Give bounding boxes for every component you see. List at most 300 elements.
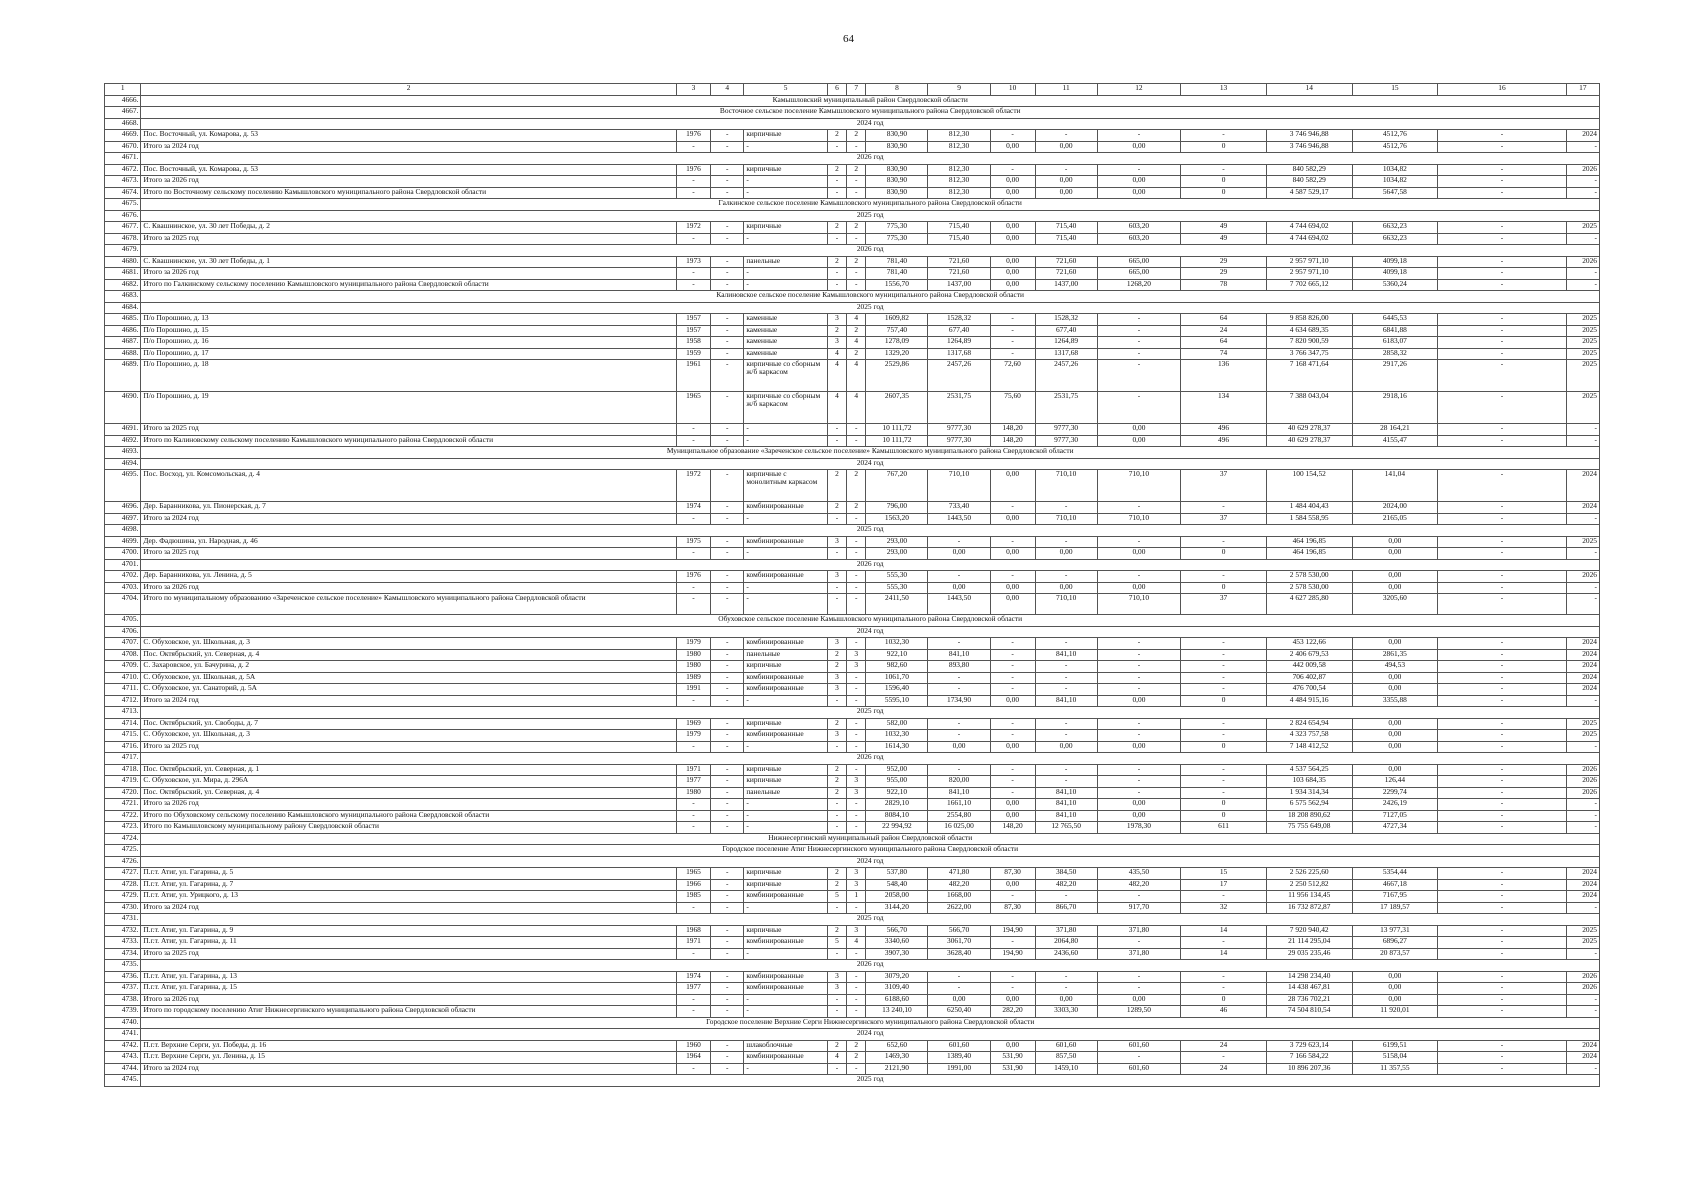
table-cell: 1961 xyxy=(676,360,710,392)
row-number: 4742. xyxy=(105,1040,141,1052)
table-cell: 2457,26 xyxy=(928,360,990,392)
table-cell: 148,20 xyxy=(990,822,1035,834)
table-cell: 3 xyxy=(827,983,846,995)
column-header: 5 xyxy=(744,84,828,96)
table-cell: 841,10 xyxy=(928,649,990,661)
table-cell: - xyxy=(1035,764,1097,776)
row-number: 4690. xyxy=(105,392,141,424)
column-header: 17 xyxy=(1566,84,1599,96)
table-cell: кирпичные xyxy=(744,164,828,176)
table-row xyxy=(105,868,1600,880)
table-cell: 952,00 xyxy=(866,764,928,776)
table-cell: - xyxy=(711,764,744,776)
table-cell: 482,20 xyxy=(1097,879,1181,891)
table-cell: 0,00 xyxy=(990,141,1035,153)
table-cell: 3 xyxy=(847,925,866,937)
table-cell: 1596,40 xyxy=(866,684,928,696)
table-cell: - xyxy=(1181,718,1267,730)
table-cell: 1991,00 xyxy=(928,1063,990,1075)
table-cell: 1528,32 xyxy=(1035,314,1097,326)
table-cell: 0,00 xyxy=(1035,741,1097,753)
table-cell: 3079,20 xyxy=(866,971,928,983)
table-cell: 4727,34 xyxy=(1352,822,1438,834)
table-cell: - xyxy=(1566,176,1599,188)
table-cell: 2 578 530,00 xyxy=(1266,582,1352,594)
column-header: 11 xyxy=(1035,84,1097,96)
section-title: 2026 год xyxy=(141,753,1600,765)
table-cell: 0,00 xyxy=(990,176,1035,188)
section-row xyxy=(105,914,1600,926)
section-row xyxy=(105,458,1600,470)
table-cell: - xyxy=(1097,983,1181,995)
table-cell: комбинированные xyxy=(744,891,828,903)
table-cell: 537,80 xyxy=(866,868,928,880)
row-number: 4688. xyxy=(105,348,141,360)
table-cell: 1443,50 xyxy=(928,513,990,525)
table-cell: Дер. Баранникова, ул. Ленина, д. 5 xyxy=(141,571,676,583)
table-cell: 2026 xyxy=(1566,776,1599,788)
table-cell: С. Обуховское, ул. Школьная, д. 3 xyxy=(141,730,676,742)
row-number: 4669. xyxy=(105,130,141,142)
table-row xyxy=(105,730,1600,742)
table-cell: 2 578 530,00 xyxy=(1266,571,1352,583)
table-cell: 6188,60 xyxy=(866,994,928,1006)
table-cell: 0,00 xyxy=(1352,536,1438,548)
row-number: 4696. xyxy=(105,502,141,514)
table-row xyxy=(105,718,1600,730)
table-cell: 3 xyxy=(827,672,846,684)
section-row xyxy=(105,199,1600,211)
table-cell: 2531,75 xyxy=(928,392,990,424)
table-cell: - xyxy=(928,764,990,776)
table-cell: 371,80 xyxy=(1035,925,1097,937)
table-cell: - xyxy=(1438,502,1567,514)
table-cell: кирпичные xyxy=(744,718,828,730)
section-row xyxy=(105,245,1600,257)
table-cell: 2 xyxy=(827,661,846,673)
table-cell: 0,00 xyxy=(990,741,1035,753)
table-cell: 2 xyxy=(827,1040,846,1052)
table-row xyxy=(105,256,1600,268)
table-cell: 2024 xyxy=(1566,470,1599,502)
table-cell: - xyxy=(1566,799,1599,811)
table-cell: 0,00 xyxy=(1035,141,1097,153)
table-cell: - xyxy=(711,176,744,188)
table-cell: - xyxy=(847,233,866,245)
section-title: Городское поселение Атиг Нижнесергинского муниципального района Свердловской области xyxy=(141,845,1600,857)
table-cell: - xyxy=(990,314,1035,326)
table-cell: 1957 xyxy=(676,325,710,337)
table-cell: - xyxy=(990,764,1035,776)
table-cell: 2024 xyxy=(1566,638,1599,650)
table-cell: 0,00 xyxy=(990,799,1035,811)
table-cell: 3109,40 xyxy=(866,983,928,995)
table-cell: - xyxy=(744,279,828,291)
table-cell: 1965 xyxy=(676,868,710,880)
column-header: 16 xyxy=(1438,84,1567,96)
table-cell: - xyxy=(711,1040,744,1052)
table-cell: 293,00 xyxy=(866,548,928,560)
table-cell: - xyxy=(990,337,1035,349)
table-cell: - xyxy=(847,741,866,753)
table-cell: - xyxy=(990,638,1035,650)
table-cell: 3 746 946,88 xyxy=(1266,141,1352,153)
table-cell: 0,00 xyxy=(990,187,1035,199)
section-title: 2024 год xyxy=(141,458,1600,470)
table-cell: 2025 xyxy=(1566,937,1599,949)
table-cell: 601,60 xyxy=(1035,1040,1097,1052)
table-cell: 3303,30 xyxy=(1035,1006,1097,1018)
table-cell: - xyxy=(1566,233,1599,245)
table-cell: - xyxy=(1181,571,1267,583)
table-cell: - xyxy=(1181,730,1267,742)
table-cell: 2025 xyxy=(1566,718,1599,730)
table-cell: 2026 xyxy=(1566,983,1599,995)
table-cell: - xyxy=(711,799,744,811)
table-cell: - xyxy=(1035,730,1097,742)
row-number: 4692. xyxy=(105,435,141,447)
section-title: 2024 год xyxy=(141,856,1600,868)
table-cell: - xyxy=(1438,891,1567,903)
table-cell: 2025 xyxy=(1566,325,1599,337)
table-cell: 582,00 xyxy=(866,718,928,730)
table-cell: 4 744 694,02 xyxy=(1266,222,1352,234)
table-cell: - xyxy=(676,435,710,447)
table-cell: 601,60 xyxy=(928,1040,990,1052)
table-cell: 2025 xyxy=(1566,348,1599,360)
table-cell: - xyxy=(1097,502,1181,514)
table-cell: - xyxy=(1097,348,1181,360)
section-row xyxy=(105,559,1600,571)
table-cell: П/о Порошино, д. 19 xyxy=(141,392,676,424)
table-cell: 1 934 314,34 xyxy=(1266,787,1352,799)
total-row xyxy=(105,548,1600,560)
table-cell: 2917,26 xyxy=(1352,360,1438,392)
row-number: 4718. xyxy=(105,764,141,776)
row-number: 4682. xyxy=(105,279,141,291)
table-cell: - xyxy=(990,891,1035,903)
column-header: 4 xyxy=(711,84,744,96)
table-cell: - xyxy=(847,730,866,742)
table-cell: 2024 xyxy=(1566,879,1599,891)
table-cell: 0,00 xyxy=(1035,994,1097,1006)
table-cell: 64 xyxy=(1181,314,1267,326)
table-cell: Пос. Восточный, ул. Комарова, д. 53 xyxy=(141,164,676,176)
table-cell: - xyxy=(1438,279,1567,291)
table-cell: 0,00 xyxy=(1097,176,1181,188)
table-cell: 4 537 564,25 xyxy=(1266,764,1352,776)
table-cell: - xyxy=(1181,661,1267,673)
table-cell: - xyxy=(1438,787,1567,799)
table-cell: 0,00 xyxy=(1097,141,1181,153)
row-number: 4716. xyxy=(105,741,141,753)
table-cell: - xyxy=(1438,764,1567,776)
section-row xyxy=(105,1029,1600,1041)
table-cell: - xyxy=(1438,176,1567,188)
table-cell: 812,30 xyxy=(928,141,990,153)
table-cell: - xyxy=(1181,536,1267,548)
table-cell: 1991 xyxy=(676,684,710,696)
table-cell: - xyxy=(827,513,846,525)
section-row xyxy=(105,707,1600,719)
table-cell: - xyxy=(1566,1063,1599,1075)
table-cell: 841,10 xyxy=(928,787,990,799)
table-cell: 1034,82 xyxy=(1352,176,1438,188)
table-cell: - xyxy=(744,233,828,245)
table-cell: - xyxy=(711,325,744,337)
table-cell: - xyxy=(827,594,846,615)
table-cell: - xyxy=(744,187,828,199)
table-cell: - xyxy=(1035,983,1097,995)
table-cell: - xyxy=(1438,360,1567,392)
table-cell: 1980 xyxy=(676,787,710,799)
table-cell: 2529,86 xyxy=(866,360,928,392)
table-cell: 476 700,54 xyxy=(1266,684,1352,696)
table-cell: - xyxy=(711,868,744,880)
table-cell: - xyxy=(1566,1006,1599,1018)
row-number: 4727. xyxy=(105,868,141,880)
table-cell: - xyxy=(676,799,710,811)
table-cell: 721,60 xyxy=(1035,256,1097,268)
table-cell: П.г.т. Атиг, ул. Гагарина, д. 9 xyxy=(141,925,676,937)
row-number: 4675. xyxy=(105,199,141,211)
table-cell: 0 xyxy=(1181,799,1267,811)
table-cell: комбинированные xyxy=(744,684,828,696)
row-number: 4701. xyxy=(105,559,141,571)
table-cell: 566,70 xyxy=(866,925,928,937)
table-cell: - xyxy=(1438,1006,1567,1018)
table-cell: 1969 xyxy=(676,718,710,730)
table-cell: 2024 xyxy=(1566,130,1599,142)
table-cell: 1985 xyxy=(676,891,710,903)
table-cell: 18 208 890,62 xyxy=(1266,810,1352,822)
table-cell: - xyxy=(847,764,866,776)
table-cell: 812,30 xyxy=(928,130,990,142)
table-cell: 2 xyxy=(827,925,846,937)
table-cell: Пос. Октябрьский, ул. Северная, д. 4 xyxy=(141,649,676,661)
table-cell: 3 xyxy=(847,661,866,673)
table-cell: комбинированные xyxy=(744,536,828,548)
table-cell: 32 xyxy=(1181,902,1267,914)
table-cell: 0,00 xyxy=(928,582,990,594)
table-cell: - xyxy=(711,776,744,788)
table-cell: - xyxy=(1181,983,1267,995)
table-cell: - xyxy=(847,268,866,280)
table-cell: 2 xyxy=(847,256,866,268)
row-number: 4666. xyxy=(105,95,141,107)
table-cell: 1976 xyxy=(676,571,710,583)
table-cell: - xyxy=(711,348,744,360)
total-row xyxy=(105,695,1600,707)
table-cell: 194,90 xyxy=(990,925,1035,937)
table-cell: - xyxy=(847,902,866,914)
table-cell: - xyxy=(744,695,828,707)
table-cell: - xyxy=(928,638,990,650)
table-cell: 471,80 xyxy=(928,868,990,880)
table-cell: 29 xyxy=(1181,268,1267,280)
table-cell: 4667,18 xyxy=(1352,879,1438,891)
table-cell: комбинированные xyxy=(744,571,828,583)
table-cell: 2 xyxy=(827,718,846,730)
table-cell: 1668,00 xyxy=(928,891,990,903)
table-cell: - xyxy=(711,730,744,742)
table-cell: 781,40 xyxy=(866,268,928,280)
table-cell: комбинированные xyxy=(744,983,828,995)
table-cell: кирпичные xyxy=(744,776,828,788)
table-cell: кирпичные с монолитным каркасом xyxy=(744,470,828,502)
table-cell: - xyxy=(711,822,744,834)
table-cell: - xyxy=(1438,672,1567,684)
total-row xyxy=(105,279,1600,291)
total-row xyxy=(105,233,1600,245)
table-cell: 2024 xyxy=(1566,502,1599,514)
table-cell: 8084,10 xyxy=(866,810,928,822)
table-cell: - xyxy=(711,222,744,234)
table-cell: - xyxy=(990,502,1035,514)
table-cell: - xyxy=(1097,130,1181,142)
table-cell: - xyxy=(711,661,744,673)
table-cell: - xyxy=(711,937,744,949)
table-cell: 2064,80 xyxy=(1035,937,1097,949)
table-cell: Итого по Галкинскому сельскому поселению Камышловского муниципального района Свердловской области xyxy=(141,279,676,291)
table-cell: - xyxy=(847,718,866,730)
table-cell: 4512,76 xyxy=(1352,141,1438,153)
table-cell: 9777,30 xyxy=(1035,424,1097,436)
table-cell: - xyxy=(711,582,744,594)
table-cell: 812,30 xyxy=(928,164,990,176)
table-row xyxy=(105,925,1600,937)
table-cell: 1528,32 xyxy=(928,314,990,326)
table-cell: 75,60 xyxy=(990,392,1035,424)
table-cell: 0,00 xyxy=(1352,983,1438,995)
table-cell: 840 582,29 xyxy=(1266,176,1352,188)
table-cell: - xyxy=(676,141,710,153)
table-cell: - xyxy=(827,902,846,914)
table-cell: Итого за 2026 год xyxy=(141,582,676,594)
table-cell: 2 xyxy=(827,764,846,776)
table-cell: 7 920 940,42 xyxy=(1266,925,1352,937)
table-cell: 4 634 689,35 xyxy=(1266,325,1352,337)
table-cell: 4 xyxy=(847,314,866,326)
table-cell: - xyxy=(711,879,744,891)
table-cell: 830,90 xyxy=(866,187,928,199)
table-cell: 3061,70 xyxy=(928,937,990,949)
table-cell: панельные xyxy=(744,649,828,661)
table-cell: - xyxy=(847,684,866,696)
table-cell: 37 xyxy=(1181,594,1267,615)
section-title: Восточное сельское поселение Камышловского муниципального района Свердловской области xyxy=(141,107,1600,119)
table-cell: - xyxy=(990,730,1035,742)
table-cell: 6199,51 xyxy=(1352,1040,1438,1052)
table-cell: 3 xyxy=(827,571,846,583)
table-cell: - xyxy=(1438,971,1567,983)
table-cell: 2 xyxy=(827,222,846,234)
table-cell: 2024 xyxy=(1566,1040,1599,1052)
table-cell: - xyxy=(847,948,866,960)
table-cell: 4 xyxy=(827,392,846,424)
table-cell: Итого по Обуховскому сельскому поселению Камышловского муниципального района Свердловской области xyxy=(141,810,676,822)
table-cell: 2299,74 xyxy=(1352,787,1438,799)
table-cell: 0 xyxy=(1181,994,1267,1006)
table-cell: каменные xyxy=(744,325,828,337)
table-cell: - xyxy=(744,582,828,594)
table-row xyxy=(105,787,1600,799)
table-cell: 0,00 xyxy=(1352,582,1438,594)
table-cell: 4 587 529,17 xyxy=(1266,187,1352,199)
table-cell: П.г.т. Атиг, ул. Урицкого, д. 13 xyxy=(141,891,676,903)
table-cell: 2121,90 xyxy=(866,1063,928,1075)
table-cell: 2607,35 xyxy=(866,392,928,424)
table-cell: - xyxy=(711,424,744,436)
table-cell: - xyxy=(711,435,744,447)
table-cell: 3 xyxy=(827,971,846,983)
table-cell: 4 744 694,02 xyxy=(1266,233,1352,245)
table-row xyxy=(105,348,1600,360)
table-cell: 710,10 xyxy=(928,470,990,502)
table-cell: 1032,30 xyxy=(866,730,928,742)
table-cell: 4 xyxy=(827,360,846,392)
table-row xyxy=(105,571,1600,583)
table-cell: - xyxy=(847,424,866,436)
table-cell: 3 xyxy=(847,879,866,891)
table-cell: П/о Порошино, д. 16 xyxy=(141,337,676,349)
section-title: 2025 год xyxy=(141,914,1600,926)
table-cell: 496 xyxy=(1181,424,1267,436)
table-row xyxy=(105,649,1600,661)
table-cell: 710,10 xyxy=(1097,470,1181,502)
table-cell: 1979 xyxy=(676,638,710,650)
total-row xyxy=(105,424,1600,436)
table-cell: 3205,60 xyxy=(1352,594,1438,615)
table-cell: 0,00 xyxy=(1352,741,1438,753)
table-cell: - xyxy=(827,424,846,436)
table-cell: - xyxy=(1097,672,1181,684)
table-cell: 0,00 xyxy=(928,548,990,560)
table-cell: 3 xyxy=(847,649,866,661)
table-cell: - xyxy=(928,672,990,684)
table-cell: 715,40 xyxy=(928,222,990,234)
table-cell: 4 xyxy=(847,937,866,949)
table-cell: 14 298 234,40 xyxy=(1266,971,1352,983)
table-cell: - xyxy=(1438,879,1567,891)
table-cell: 435,50 xyxy=(1097,868,1181,880)
table-cell: - xyxy=(1035,718,1097,730)
table-cell: С. Квашнинское, ул. 30 лет Победы, д. 1 xyxy=(141,256,676,268)
table-cell: 715,40 xyxy=(928,233,990,245)
table-cell: - xyxy=(711,268,744,280)
table-cell: 2024 xyxy=(1566,1052,1599,1064)
section-row xyxy=(105,753,1600,765)
table-cell: 9 858 826,00 xyxy=(1266,314,1352,326)
table-cell: 1978,30 xyxy=(1097,822,1181,834)
table-cell: - xyxy=(1097,718,1181,730)
total-row xyxy=(105,582,1600,594)
table-cell: Дер. Фадюшина, ул. Народная, д. 46 xyxy=(141,536,676,548)
section-row xyxy=(105,960,1600,972)
table-cell: кирпичные xyxy=(744,764,828,776)
table-cell: - xyxy=(1035,776,1097,788)
table-cell: 2 xyxy=(847,502,866,514)
table-row xyxy=(105,325,1600,337)
table-cell: 710,10 xyxy=(1035,470,1097,502)
table-cell: 2829,10 xyxy=(866,799,928,811)
table-cell: Итого за 2025 год xyxy=(141,948,676,960)
row-number: 4671. xyxy=(105,153,141,165)
row-number: 4685. xyxy=(105,314,141,326)
total-row xyxy=(105,1063,1600,1075)
row-number: 4674. xyxy=(105,187,141,199)
table-cell: 0,00 xyxy=(990,582,1035,594)
